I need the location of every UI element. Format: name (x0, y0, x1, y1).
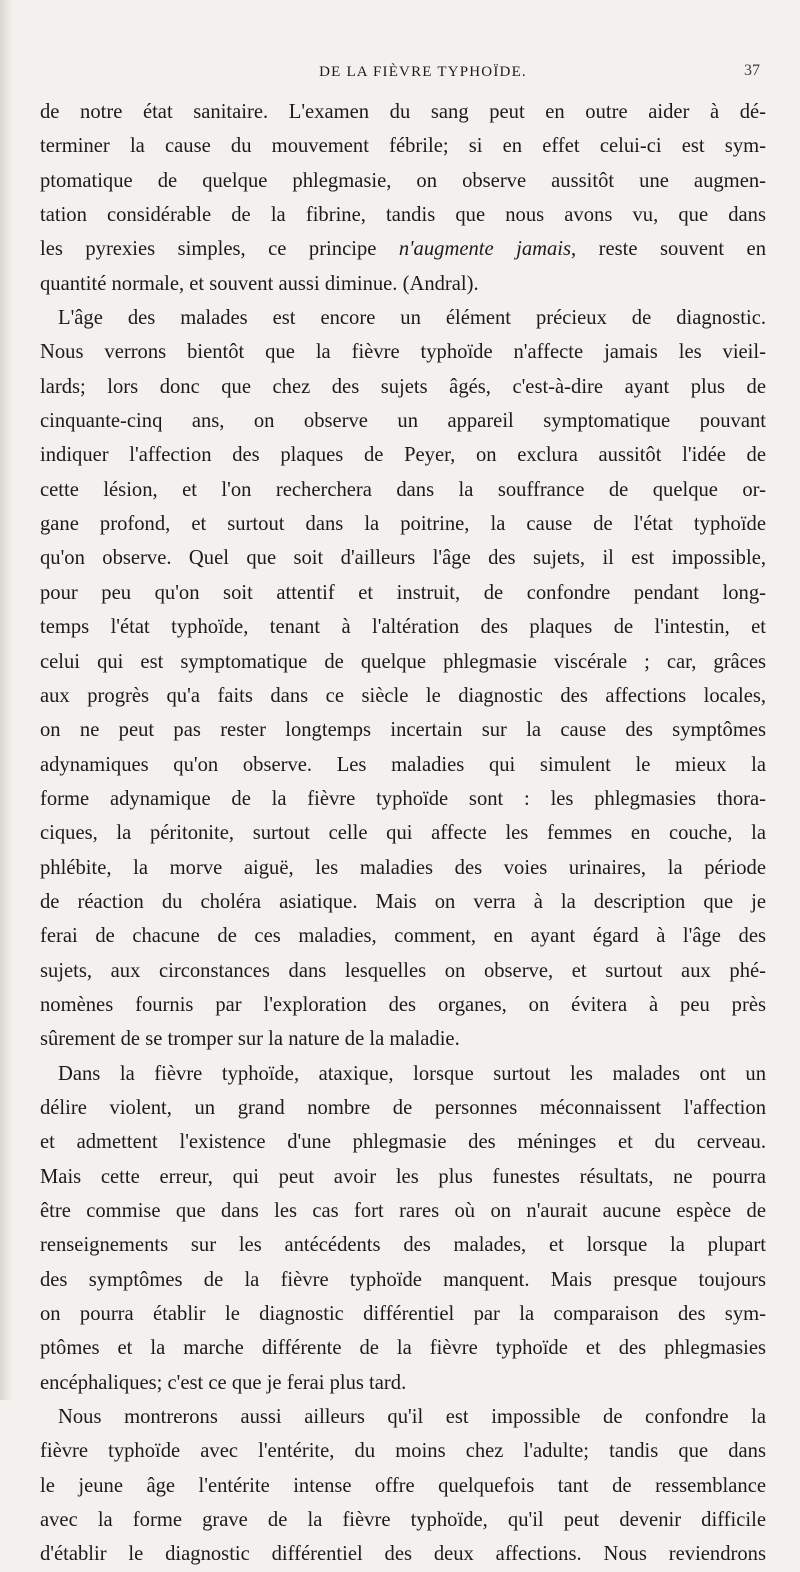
text-line: celui qui est symptomatique de quelque phlegmasie viscérale ; car, grâces (40, 650, 766, 673)
running-head-title: DE LA FIÈVRE TYPHOÏDE. (319, 64, 527, 80)
text-line: Nous verrons bientôt que la fièvre typhoïde n'affecte jamais les vieil- (40, 341, 766, 364)
text-line: sûrement de se tromper sur la nature de la maladie. (40, 1028, 460, 1051)
text-line: encéphaliques; c'est ce que je ferai plus tard. (40, 1371, 407, 1394)
text-line: aux progrès qu'a faits dans ce siècle le diagnostic des affections locales, (40, 684, 766, 707)
text-line: de réaction du choléra asiatique. Mais on verra à la description que je (40, 890, 766, 913)
text-line: terminer la cause du mouvement fébrile; si en effet celui-ci est sym- (40, 135, 766, 158)
text-line: des symptômes de la fièvre typhoïde manquent. Mais presque toujours (40, 1268, 766, 1291)
page-number: 37 (744, 62, 760, 79)
text-line: tation considérable de la fibrine, tandis que nous avons vu, que dans (40, 204, 766, 227)
text-line: renseignements sur les antécédents des malades, et lorsque la plupart (40, 1234, 766, 1257)
text-line: lards; lors donc que chez des sujets âgés, c'est-à-dire ayant plus de (40, 375, 766, 398)
text-line: nomènes fournis par l'exploration des organes, on évitera à peu près (40, 993, 766, 1016)
text-line: quantité normale, et souvent aussi diminue. (Andral). (40, 272, 479, 295)
text-line: être commise que dans les cas fort rares où on n'aurait aucune espèce de (40, 1200, 766, 1222)
text-line: Dans la fièvre typhoïde, ataxique, lorsque surtout les malades ont un (58, 1062, 766, 1085)
paragraph (40, 1400, 766, 1572)
text-line: fièvre typhoïde avec l'entérite, du moins chez l'adulte; tandis que dans (40, 1440, 766, 1463)
paragraph (40, 95, 766, 301)
running-head (0, 60, 800, 84)
text-line: pour peu qu'on soit attentif et instruit, de confondre pendant long- (40, 581, 766, 604)
text-line: ptômes et la marche différente de la fièvre typhoïde et des phlegmasies (40, 1337, 766, 1360)
text-line: temps l'état typhoïde, tenant à l'altération des plaques de l'intestin, et (40, 616, 766, 639)
text-line: indiquer l'affection des plaques de Peyer, on exclura aussitôt l'idée de (40, 444, 766, 467)
text-line: Nous montrerons aussi ailleurs qu'il est impossible de confondre la (58, 1406, 766, 1429)
text-line: gane profond, et surtout dans la poitrine, la cause de l'état typhoïde (40, 513, 766, 536)
text-line: les pyrexies simples, ce principe n'augmente jamais, reste souvent en (40, 238, 766, 261)
paragraph (40, 301, 766, 1057)
text-line: ptomatique de quelque phlegmasie, on observe aussitôt une augmen- (40, 169, 766, 192)
text-line: d'établir le diagnostic différentiel des deux affections. Nous reviendrons (40, 1543, 766, 1566)
text-line: délire violent, un grand nombre de personnes méconnaissent l'affection (40, 1096, 766, 1119)
text-line: L'âge des malades est encore un élément précieux de diagnostic. (58, 307, 766, 330)
text-line: adynamiques qu'on observe. Les maladies qui simulent le mieux la (40, 753, 766, 776)
body-text (40, 95, 766, 1572)
italic-text: n'augmente jamais (398, 238, 572, 261)
page-gutter-shadow (0, 0, 14, 1400)
text-line: ciques, la péritonite, surtout celle qui affecte les femmes en couche, la (40, 822, 766, 845)
text-line: avec la forme grave de la fièvre typhoïde, qu'il peut devenir difficile (40, 1509, 766, 1532)
text-line: et admettent l'existence d'une phlegmasie des méninges et du cerveau. (40, 1131, 766, 1154)
text-line: de notre état sanitaire. L'examen du sang peut en outre aider à dé- (40, 101, 766, 123)
text-line: Mais cette erreur, qui peut avoir les plus funestes résultats, ne pourra (40, 1165, 766, 1188)
text-line: qu'on observe. Quel que soit d'ailleurs l'âge des sujets, il est impossible, (40, 547, 766, 570)
text-line: cette lésion, et l'on recherchera dans la souffrance de quelque or- (40, 478, 766, 501)
text-line: forme adynamique de la fièvre typhoïde sont : les phlegmasies thora- (40, 787, 766, 810)
text-line: phlébite, la morve aiguë, les maladies des voies urinaires, la période (40, 856, 766, 879)
text-line: sujets, aux circonstances dans lesquelles on observe, et surtout aux phé- (40, 959, 766, 982)
text-line: ferai de chacune de ces maladies, comment, en ayant égard à l'âge des (40, 925, 766, 948)
text-line: le jeune âge l'entérite intense offre quelquefois tant de ressemblance (40, 1474, 766, 1497)
text-line: cinquante-cinq ans, on observe un appareil symptomatique pouvant (40, 410, 766, 433)
text-line: on ne peut pas rester longtemps incertain sur la cause des symptômes (40, 719, 766, 742)
paragraph (40, 1057, 766, 1400)
text-line: on pourra établir le diagnostic différentiel par la comparaison des sym- (40, 1303, 766, 1326)
